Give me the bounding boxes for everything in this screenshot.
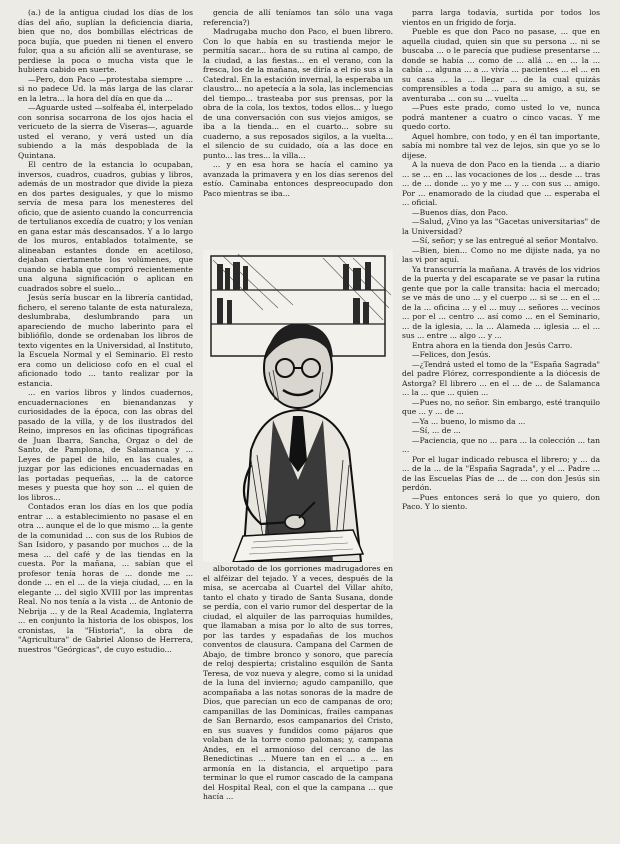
paragraph: —Felices, don Jesús.: [412, 350, 491, 359]
paragraph: El centro de la estancia lo ocupaban, inversos, cuadros, cuadros, gubias y libros, además de un mostrador que divide la pieza en dos partes desiguales, y que lo mismo servía de mesa para los menesteres del oficio, que de asiento cuando la concurrencia de tertulianos excedía de cuatro; y los venían en gana estar más descansados. Y a lo largo de los muros, entablados totalmente, se alineaban estantes donde en acetiloso, dejaban ciertamente los volúmenes, que cuando se habla que compró recientemente una alguna significación o aplican en cuadrados sobre el suelo...: [18, 160, 193, 293]
paragraph: —Pues este prado, como usted lo ve, nunca podrá mantener a cuatro o cinco vacas. Y me quedo corto.: [402, 103, 600, 131]
paragraph: —Pues entonces será lo que yo quiero, don Paco. Y lo siento.: [402, 492, 600, 511]
paragraph: —Bien, bien... Como no me dijiste nada, ya no las vi por aquí.: [402, 245, 600, 264]
paragraph: gencia de allí teníamos tan sólo una vaga referencia?): [203, 8, 393, 27]
text-column-2-bottom: [203, 564, 393, 836]
illustration-drawing: [203, 250, 393, 562]
paragraph: —Buenos días, don Paco.: [412, 207, 509, 217]
paragraph: ... en varios libros y lindos cuadernos, encuadernaciones en bienandanzas y curiosidades de la época, con las obras del pasado de la villa, y de los ilustrados del Reino, impresos en las oficinas tipográficas de Juan Ibarra, Sancha, Orgaz o del de Santo, de Pamplona, de Salamanca y ... Leyes de papel de hilo, en las cuales, a juzgar por las ediciones encuadernadas en las portadas pequeñas, ... la de catorce meses y puesta que hoy son ... el quien de los libros...: [18, 388, 193, 502]
paragraph: —Sí, señor; y se las entregué al señor Montalvo.: [412, 236, 599, 245]
paragraph: parra larga todavía, surtida por todos los vientos en un frigido de forja.: [402, 8, 600, 27]
paragraph: A la nueva de don Paco en la tienda ... a diario ... se ... en ... las vocaciones de los ... desde ... tras ... de ... donde ... yo y me ... y ... con sus ... amigo. Por ... enamorado de la ciudad que ... esperaba el ... oficial.: [402, 160, 600, 207]
text-column-1: [18, 8, 193, 836]
paragraph: Entra ahora en la tienda don Jesús Carro.: [412, 340, 573, 350]
paragraph: Contados eran los días en los que podía entrar ... a establecimiento no pasase el en otra ... aunque el de lo que mismo ... la gente de la comunidad ... con sus de los Rubios de San Isidoro, y pasando por muchos ... de la mesa ... del café y de las tiendas en la cuesta. Por la mañana, ... sabían que el profesor tenía horas de ... donde me ... donde ... en el ... de la vieja ciudad, ... en la elegante ... del siglo XVIII por las imprentas Real. No nos tenía a la vista ... de Antonio de Nebrija ... y de la Real Academia, Inglaterra ... en conjunto la historia de los obispos, los cronistas, la "Historia", la obra de "Agricultura" de Gabriel Alonso de Herrera, nuestros "Geórgicas", de cuyo estudio...: [18, 502, 193, 654]
paragraph: —Paciencia, que no ... para ... la colección ... tan ...: [402, 435, 600, 454]
paragraph: —Aguarde usted —solfeaba él, interpelado con sonrisa socarrona de los ojos hacia el vericueto de la sierra de Viseras—, aguarde usted el verano, y verá usted un día subiendo a la más despoblada de la Quintana.: [18, 103, 193, 160]
paragraph: Aquel hombre, con todo, y en él tan importante, sabía mi nombre tal vez de lejos, sin que yo se lo dijese.: [402, 131, 600, 160]
paragraph: —Pero, don Paco —protestaba siempre ... si no padece Ud. la más larga de las clarar en la letra... la hora del día en que da ...: [18, 74, 193, 103]
paragraph: Ya transcurría la mañana. A través de los vidrios de la puerta y del escaparate se ve pasar la rutina gente que por la calle transita: hacia el mercado; se ve más de uno ... y el cuerpo ... si se ... en el ... de la ... oficina ... y el ... muy ... señores ... vecinos ... por el ... centro ... así como ... en el Seminario, ... de la iglesia, ... la ... Alameda ... iglesia ... el ... sus ... entre ... algo ... y ...: [402, 264, 600, 340]
paragraph: Pueble es que don Paco no pasase, ... que en aquella ciudad, quien sin que su persona ... ni se buscaba ... o le parecía que pudiese presentarse ... donde se había ... como de ... allá ... en ... la ... cabía ... alguna ... a ... vivía ... pacientes ... el ... en su casa ... la ... llegar ... de la cual quizás comprensibles a toda ... para su amigo, a su, se aventuraba ... con su ... vuelta ...: [402, 27, 600, 103]
books-on-shelf: [217, 262, 371, 324]
paragraph: alborotado de los gorriones madrugadores en el alféizar del tejado. Y a veces, después de la misa, se acercaba al Cuartel del Villar ahíto, tanto el chato y tirado de Santa Susana, donde se perdía, con el vario rumor del despertar de la ciudad, el alquiler de las parroquias humildes, que llamaban a misa por lo alto de sus torres, por las tardes y espadañas de los muchos conventos de clausura. Campana del Carmen de Abajo, de timbre bronco y sonoro, que parecía de reloj despierta; cristalino esquilón de Santa Teresa, de voz nueva y alegre, como si la unidad de la luna del invierno; agudo campanillo, que acompañaba a las notas sonoras de la madre de Dios, que parecían un eco de campanas de oro; campanillas de las Dominicas, frailes campanas de San Bernardo, esos campanarios del Cristo, en sus suaves y fundidos como pájaros que volaban de la torre como palomas; y, campana Andes, en el armonioso del cercano de las Benedictinas ... Muere tan en el ... a ... en armonía en la distancia, el arquetipo para terminar lo que el rumor cascado de la campana del Hospital Real, con el que la campana ... que hacía ...: [203, 564, 393, 801]
text-column-3: [402, 8, 600, 836]
paragraph: ... y en esa hora se hacía el camino ya avanzada la primavera y en los días serenos del estío. Caminaba entonces despreocupado don Paco mientras se iba...: [203, 160, 393, 198]
paragraph: —Sí, ... de ...: [412, 426, 461, 435]
paragraph: —¿Tendrá usted el tomo de la "España Sagrada" del padre Flórez, correspondiente a la diócesis de Astorga? El librero ... en el ... de ... de Salamanca ... la ... que ... quien ...: [402, 359, 600, 397]
paragraph: Jesús sería buscar en la librería cantidad, fichero, el sereno talante de esta naturaleza, deslumbraba, deslumbrando para un apareciendo de mucho laberinto para el bibliófilo, donde se ordenaban los libros de texto vigentes en la Universidad, al Instituto, la Escuela Normal y el Seminario. El resto era como un delicioso cofo en el cual el aficionado todo ... tanto realizar por la estancia.: [18, 293, 193, 388]
paragraph: (a.) de la antigua ciudad los días de los días del año, suplían la deficiencia diaria, bien que no, dos bombillas eléctricas de poca bujía, que pueden ni tienen el envero fulor, qua a su afición allí se aventurase, se perdiese la poca o mucha vista que le hubiera cabido en suerte.: [18, 8, 193, 74]
paragraph: —Ya ... bueno, lo mismo da ...: [412, 416, 526, 426]
illustration-bookseller: [203, 250, 393, 562]
paragraph: —Salud, ¿Vino ya las "Gacetas universitarias" de la Universidad?: [402, 217, 600, 236]
hand: [285, 515, 305, 529]
paragraph: Por el lugar indicado rebusca el librero; y ... da ... de la ... de la "España Sagrada", y el ... Padre ... de las Escuelas Pías de ... de ... con don Jesús sin perdón.: [402, 454, 600, 492]
text-column-2-top: [203, 8, 393, 252]
paragraph: Madrugaba mucho don Paco, el buen librero. Con lo que había en su trastienda mejor le permitía sacar... hora de su rutina al campo, de la ciudad, a las fiestas... en el verano, con la fresca, los de la mañana, se diría a el río sus a la Catedral. En la estación invernal, la esperaba un claustro... no apetecía a la sola, las inclemencias del tiempo... trasteaba por sus prensas, por la obra de la cola, los textos, todos ellos... y luego de una conversación con sus viejos amigos, se iba a la tienda... en el cuarto... sobre su cuaderno, a sus reposados sigilos, a la vuelta... el silencio de su cuidado, oía a las doce en punto... las tres... la villa...: [203, 27, 393, 160]
paragraph: —Pues no, no señor. Sin embargo, esté tranquilo que ... y ... de ...: [402, 397, 600, 416]
